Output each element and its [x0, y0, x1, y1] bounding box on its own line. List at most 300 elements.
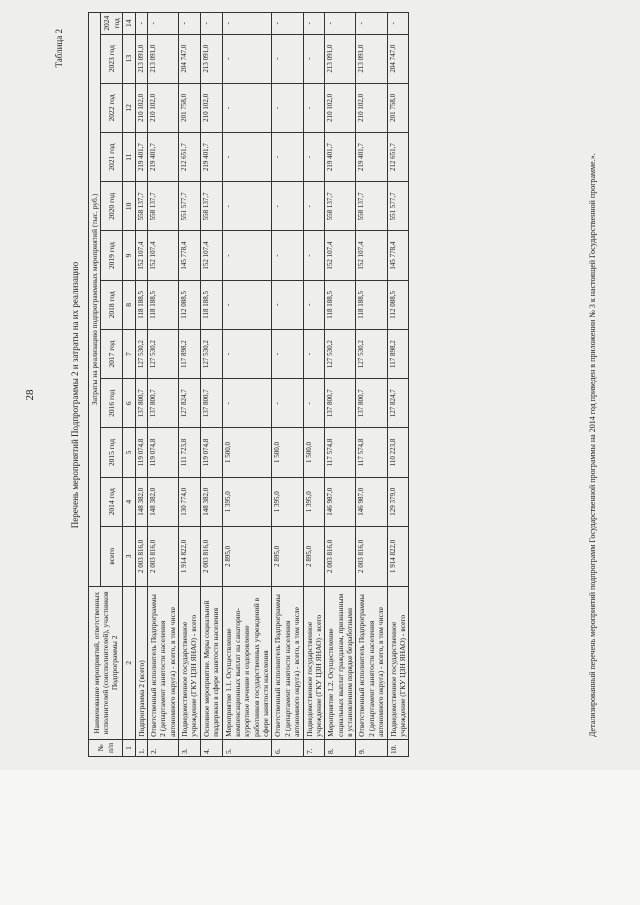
value-text: 2 003 816,0: [201, 539, 210, 573]
value-text: 117 898,2: [180, 340, 188, 368]
value-cell: [272, 329, 303, 378]
row-name: Подведомственное государственное учреждение (ГКУ ЦЗН ЯНАО) - всего: [387, 586, 409, 739]
value-cell: [356, 526, 387, 586]
value-text: 137 800,7: [201, 389, 210, 418]
value-cell: [147, 83, 178, 132]
value-cell: [325, 182, 356, 231]
value-text: -: [223, 254, 232, 257]
header-costs-group: Затраты на реализацию подпрограммных мероприятий (тыс. руб.): [89, 13, 101, 587]
value-cell: [147, 34, 178, 83]
value-cell: [325, 83, 356, 132]
value-text: 1 500,0: [304, 442, 313, 464]
value-cell: [387, 13, 409, 35]
value-text: 146 987,0: [357, 487, 366, 516]
value-text: 127 530,2: [201, 340, 210, 369]
value-text: -: [223, 57, 232, 60]
value-text: 219 401,7: [201, 143, 210, 172]
value-text: 148 382,0: [136, 487, 145, 516]
value-cell: [272, 379, 303, 428]
header-col-9: 2022 год: [101, 83, 123, 132]
value-cell: [222, 13, 272, 35]
value-text: 1 914 822,0: [180, 539, 188, 573]
row-number: 6.: [272, 739, 303, 756]
value-text: -: [304, 155, 313, 159]
value-cell: [272, 182, 303, 231]
value-text: 1 914 822,0: [388, 539, 397, 573]
value-cell: [135, 231, 147, 280]
table-row: [303, 13, 325, 757]
value-cell: [179, 379, 201, 428]
value-text: -: [326, 22, 335, 25]
index-cell: 10: [123, 182, 135, 231]
value-text: 117 574,8: [357, 438, 366, 467]
value-cell: [387, 34, 409, 83]
row-number: 10.: [387, 739, 409, 756]
value-cell: [222, 477, 272, 526]
value-cell: [179, 182, 201, 231]
table-label: Таблица 2: [54, 29, 64, 68]
value-cell: [222, 329, 272, 378]
value-text: 127 530,2: [326, 340, 335, 369]
value-text: -: [273, 402, 282, 405]
row-name: Мероприятие 1.2. Осуществление социальных выплат гражданам, признанным в установленном порядке безработными: [325, 586, 356, 739]
value-cell: [325, 280, 356, 329]
row-name: Ответственный исполнитель Подпрограммы 2 (департамент занятости населения автономного округа) - всего, в том числе: [272, 586, 303, 739]
value-cell: [200, 280, 222, 329]
index-cell: 6: [123, 379, 135, 428]
value-cell: [135, 329, 147, 378]
value-cell: [272, 428, 303, 477]
value-text: 119 074,8: [201, 438, 210, 467]
header-col-8: 2021 год: [101, 133, 123, 182]
value-text: 118 188,5: [136, 290, 145, 319]
value-text: 152 107,4: [326, 241, 335, 270]
value-text: -: [304, 22, 313, 25]
index-cell: 14: [123, 13, 135, 35]
header-col-3: 2016 год: [101, 379, 123, 428]
value-cell: [147, 428, 178, 477]
value-text: 210 102,0: [148, 93, 157, 122]
value-text: 210 102,0: [201, 93, 210, 122]
value-text: 137 800,7: [148, 389, 157, 418]
value-cell: [387, 231, 409, 280]
value-text: 558 137,7: [326, 192, 335, 221]
value-cell: [135, 280, 147, 329]
value-cell: [222, 34, 272, 83]
photo-background: [0, 770, 640, 905]
value-cell: [356, 280, 387, 329]
value-cell: [356, 34, 387, 83]
row-name: Ответственный исполнитель Подпрограммы 2 (департамент занятости населения автономного округа) - всего, в том числе: [356, 586, 387, 739]
value-text: -: [180, 22, 188, 25]
value-text: 148 382,0: [148, 487, 157, 516]
table-row: [179, 13, 201, 757]
value-cell: [147, 133, 178, 182]
value-text: 219 401,7: [326, 143, 335, 172]
value-cell: [272, 13, 303, 35]
value-text: 558 137,7: [148, 192, 157, 221]
value-text: 219 401,7: [148, 143, 157, 172]
value-cell: [200, 133, 222, 182]
value-cell: [222, 83, 272, 132]
value-text: 112 088,5: [180, 290, 188, 319]
value-cell: [222, 379, 272, 428]
value-text: -: [304, 352, 313, 356]
value-text: 127 530,2: [136, 340, 145, 369]
value-cell: [200, 13, 222, 35]
value-text: 212 651,7: [180, 143, 188, 172]
value-text: -: [223, 303, 232, 306]
row-number: 9.: [356, 739, 387, 756]
value-text: 118 188,5: [357, 290, 366, 319]
value-cell: [222, 428, 272, 477]
value-cell: [387, 477, 409, 526]
value-cell: [179, 428, 201, 477]
value-text: 201 758,0: [388, 93, 397, 122]
value-text: 1 500,0: [273, 442, 282, 464]
table-row: [200, 13, 222, 757]
header-col-11: 2024 год: [101, 13, 123, 35]
value-text: -: [273, 254, 282, 257]
row-name: Мероприятие 1.1. Осуществление компенсационных выплат на санаторно-курортное лечение и оздоровление работников государственных учреждений в сфере занятости населения: [222, 586, 272, 739]
value-cell: [179, 526, 201, 586]
value-cell: [303, 280, 325, 329]
value-cell: [387, 526, 409, 586]
value-text: -: [223, 205, 232, 208]
table-row: [325, 13, 356, 757]
value-text: 118 188,5: [326, 290, 335, 319]
value-text: 1 395,0: [273, 491, 282, 513]
value-text: -: [148, 22, 157, 25]
value-cell: [272, 83, 303, 132]
value-text: 219 401,7: [357, 143, 366, 172]
value-text: 213 091,0: [148, 44, 157, 73]
value-text: 127 824,7: [180, 389, 188, 418]
header-col-1: 2014 год: [101, 477, 123, 526]
value-cell: [222, 182, 272, 231]
value-cell: [200, 182, 222, 231]
value-cell: [325, 379, 356, 428]
value-text: -: [201, 22, 210, 25]
index-cell: 1: [123, 739, 135, 756]
value-text: -: [223, 402, 232, 405]
row-name: Подведомственное государственное учреждение (ГКУ ЦЗН ЯНАО) - всего: [303, 586, 325, 739]
value-text: 1 500,0: [223, 442, 232, 464]
value-text: -: [304, 205, 313, 208]
value-text: -: [304, 106, 313, 110]
value-text: 1 395,0: [304, 491, 313, 513]
value-cell: [303, 231, 325, 280]
value-cell: [147, 13, 178, 35]
row-number: 1.: [135, 739, 147, 756]
value-cell: [325, 231, 356, 280]
value-cell: [222, 231, 272, 280]
value-cell: [303, 329, 325, 378]
table-row: [222, 13, 272, 757]
value-text: -: [304, 402, 313, 405]
rotated-page: [10, 15, 630, 775]
value-text: 213 091,0: [136, 44, 145, 73]
table-row: [272, 13, 303, 757]
value-cell: [387, 428, 409, 477]
row-name: Ответственный исполнитель Подпрограммы 2 (департамент занятости населения автономного округа) - всего, в том числе: [147, 586, 178, 739]
value-text: 2 003 816,0: [326, 539, 335, 573]
value-text: 127 530,2: [148, 340, 157, 369]
row-number: 5.: [222, 739, 272, 756]
value-text: -: [304, 303, 313, 306]
table-row: [356, 13, 387, 757]
header-col-0: всего: [101, 526, 123, 586]
header-col-2: 2015 год: [101, 428, 123, 477]
value-cell: [200, 477, 222, 526]
footnote: Детализированный перечень мероприятий подпрограмм Государственной программы на 2014 год приведен в приложении № 3 к настоящей Государственной программе.».: [588, 153, 597, 737]
value-cell: [222, 133, 272, 182]
value-text: 127 824,7: [388, 389, 397, 418]
value-text: 118 188,5: [201, 290, 210, 319]
value-text: 117 574,8: [326, 438, 335, 467]
value-text: 2 895,0: [304, 545, 313, 567]
value-cell: [147, 526, 178, 586]
value-text: 210 102,0: [357, 93, 366, 122]
costs-table: [88, 12, 409, 757]
table-row: [135, 13, 147, 757]
index-cell: 5: [123, 428, 135, 477]
value-text: -: [304, 254, 313, 257]
value-cell: [200, 379, 222, 428]
value-text: 119 074,8: [136, 438, 145, 467]
value-cell: [356, 83, 387, 132]
value-text: 145 778,4: [180, 241, 188, 270]
index-cell: 3: [123, 526, 135, 586]
value-text: 212 651,7: [388, 143, 397, 172]
index-cell: 9: [123, 231, 135, 280]
value-cell: [303, 133, 325, 182]
value-cell: [135, 83, 147, 132]
row-name: Подведомственное государственное учреждение (ГКУ ЦЗН ЯНАО) - всего: [179, 586, 201, 739]
value-cell: [387, 280, 409, 329]
table-row: [147, 13, 178, 757]
header-col-7: 2020 год: [101, 182, 123, 231]
value-cell: [356, 379, 387, 428]
value-cell: [200, 83, 222, 132]
row-number: 2.: [147, 739, 178, 756]
value-text: 2 895,0: [223, 545, 232, 567]
value-text: 204 747,0: [388, 44, 397, 73]
value-text: 213 091,0: [326, 44, 335, 73]
value-text: 152 107,4: [357, 241, 366, 270]
value-cell: [147, 329, 178, 378]
value-cell: [387, 329, 409, 378]
value-cell: [303, 13, 325, 35]
value-text: 210 102,0: [136, 93, 145, 122]
value-cell: [356, 182, 387, 231]
value-cell: [356, 231, 387, 280]
value-text: 210 102,0: [326, 93, 335, 122]
value-cell: [303, 379, 325, 428]
value-text: -: [223, 155, 232, 159]
value-cell: [179, 34, 201, 83]
index-cell: 12: [123, 83, 135, 132]
value-cell: [200, 428, 222, 477]
value-text: 2 003 816,0: [357, 539, 366, 573]
value-text: -: [273, 106, 282, 110]
value-cell: [200, 329, 222, 378]
value-cell: [356, 329, 387, 378]
value-text: 118 188,5: [148, 290, 157, 319]
index-cell: 7: [123, 329, 135, 378]
value-cell: [303, 477, 325, 526]
value-text: 119 074,8: [148, 438, 157, 467]
value-text: 1 395,0: [223, 491, 232, 513]
value-text: 110 223,8: [388, 438, 397, 467]
value-cell: [325, 13, 356, 35]
value-text: 146 987,0: [326, 487, 335, 516]
table-caption: Перечень мероприятий Подпрограммы 2 и затраты на их реализацию: [70, 261, 80, 529]
value-cell: [272, 477, 303, 526]
page-number: 28: [24, 389, 36, 401]
value-text: 117 898,2: [388, 340, 397, 368]
value-cell: [303, 182, 325, 231]
header-col-10: 2023 год: [101, 34, 123, 83]
value-cell: [356, 428, 387, 477]
value-text: 558 137,7: [201, 192, 210, 221]
value-text: 152 107,4: [201, 241, 210, 270]
value-text: 130 774,0: [180, 487, 188, 516]
value-cell: [179, 13, 201, 35]
value-cell: [303, 83, 325, 132]
header-col-6: 2019 год: [101, 231, 123, 280]
value-text: 2 003 816,0: [148, 539, 157, 573]
value-text: -: [136, 22, 145, 25]
index-cell: 11: [123, 133, 135, 182]
value-text: -: [273, 155, 282, 159]
value-cell: [272, 231, 303, 280]
value-cell: [135, 182, 147, 231]
row-number: 3.: [179, 739, 201, 756]
table-row: [387, 13, 409, 757]
value-text: 551 577,7: [388, 192, 397, 221]
value-text: -: [273, 205, 282, 208]
row-name: Подпрограмма 2 (всего): [135, 586, 147, 739]
value-text: 558 137,7: [357, 192, 366, 221]
value-cell: [387, 182, 409, 231]
value-cell: [356, 133, 387, 182]
value-text: 137 800,7: [326, 389, 335, 418]
value-text: -: [223, 106, 232, 110]
value-text: -: [223, 22, 232, 25]
value-cell: [272, 280, 303, 329]
value-text: 145 778,4: [388, 241, 397, 270]
value-text: -: [273, 57, 282, 60]
row-number: 7.: [303, 739, 325, 756]
row-name: Основное мероприятие. Меры социальной поддержки в сфере занятости населения: [200, 586, 222, 739]
value-text: 213 091,0: [357, 44, 366, 73]
value-cell: [387, 379, 409, 428]
value-cell: [135, 379, 147, 428]
value-cell: [135, 428, 147, 477]
value-cell: [147, 379, 178, 428]
value-cell: [135, 13, 147, 35]
value-text: -: [223, 352, 232, 356]
index-cell: 13: [123, 34, 135, 83]
index-cell: 8: [123, 280, 135, 329]
value-cell: [303, 526, 325, 586]
value-cell: [147, 231, 178, 280]
value-cell: [222, 526, 272, 586]
value-text: 112 088,5: [388, 290, 397, 319]
value-cell: [222, 280, 272, 329]
value-cell: [272, 133, 303, 182]
value-cell: [179, 231, 201, 280]
value-cell: [179, 477, 201, 526]
value-cell: [179, 83, 201, 132]
value-cell: [147, 477, 178, 526]
header-col-5: 2018 год: [101, 280, 123, 329]
value-text: -: [388, 22, 397, 25]
value-text: 129 379,0: [388, 487, 397, 516]
value-cell: [135, 526, 147, 586]
value-cell: [179, 280, 201, 329]
value-text: -: [273, 22, 282, 25]
value-cell: [325, 329, 356, 378]
value-text: -: [273, 352, 282, 356]
value-cell: [179, 133, 201, 182]
index-cell: 2: [123, 586, 135, 739]
value-text: -: [304, 57, 313, 60]
value-cell: [325, 477, 356, 526]
value-text: 551 577,7: [180, 192, 188, 221]
value-cell: [135, 34, 147, 83]
value-cell: [325, 133, 356, 182]
value-cell: [325, 34, 356, 83]
value-cell: [135, 133, 147, 182]
value-text: 111 723,8: [180, 438, 188, 467]
value-cell: [272, 34, 303, 83]
value-cell: [387, 83, 409, 132]
value-text: 219 401,7: [136, 143, 145, 172]
header-name: Наименование мероприятий, ответственных исполнителей (соисполнителей), участников Подпрограммы 2: [89, 586, 123, 739]
value-text: 152 107,4: [148, 241, 157, 270]
row-number: 4.: [200, 739, 222, 756]
value-text: -: [273, 303, 282, 306]
value-text: 137 800,7: [136, 389, 145, 418]
value-cell: [147, 182, 178, 231]
index-cell: 4: [123, 477, 135, 526]
value-cell: [135, 477, 147, 526]
value-cell: [356, 477, 387, 526]
value-text: 127 530,2: [357, 340, 366, 369]
value-text: 152 107,4: [136, 241, 145, 270]
row-number: 8.: [325, 739, 356, 756]
value-cell: [356, 13, 387, 35]
value-cell: [303, 34, 325, 83]
value-cell: [272, 526, 303, 586]
value-cell: [325, 526, 356, 586]
value-cell: [200, 231, 222, 280]
value-cell: [200, 34, 222, 83]
value-cell: [147, 280, 178, 329]
value-text: 137 800,7: [357, 389, 366, 418]
value-cell: [325, 428, 356, 477]
value-cell: [387, 133, 409, 182]
value-text: 2 003 816,0: [136, 539, 145, 573]
value-text: 201 758,0: [180, 93, 188, 122]
value-cell: [200, 526, 222, 586]
header-num: № п/п: [89, 739, 123, 756]
table-body: [123, 13, 409, 757]
value-text: 2 895,0: [273, 545, 282, 567]
value-cell: [179, 329, 201, 378]
